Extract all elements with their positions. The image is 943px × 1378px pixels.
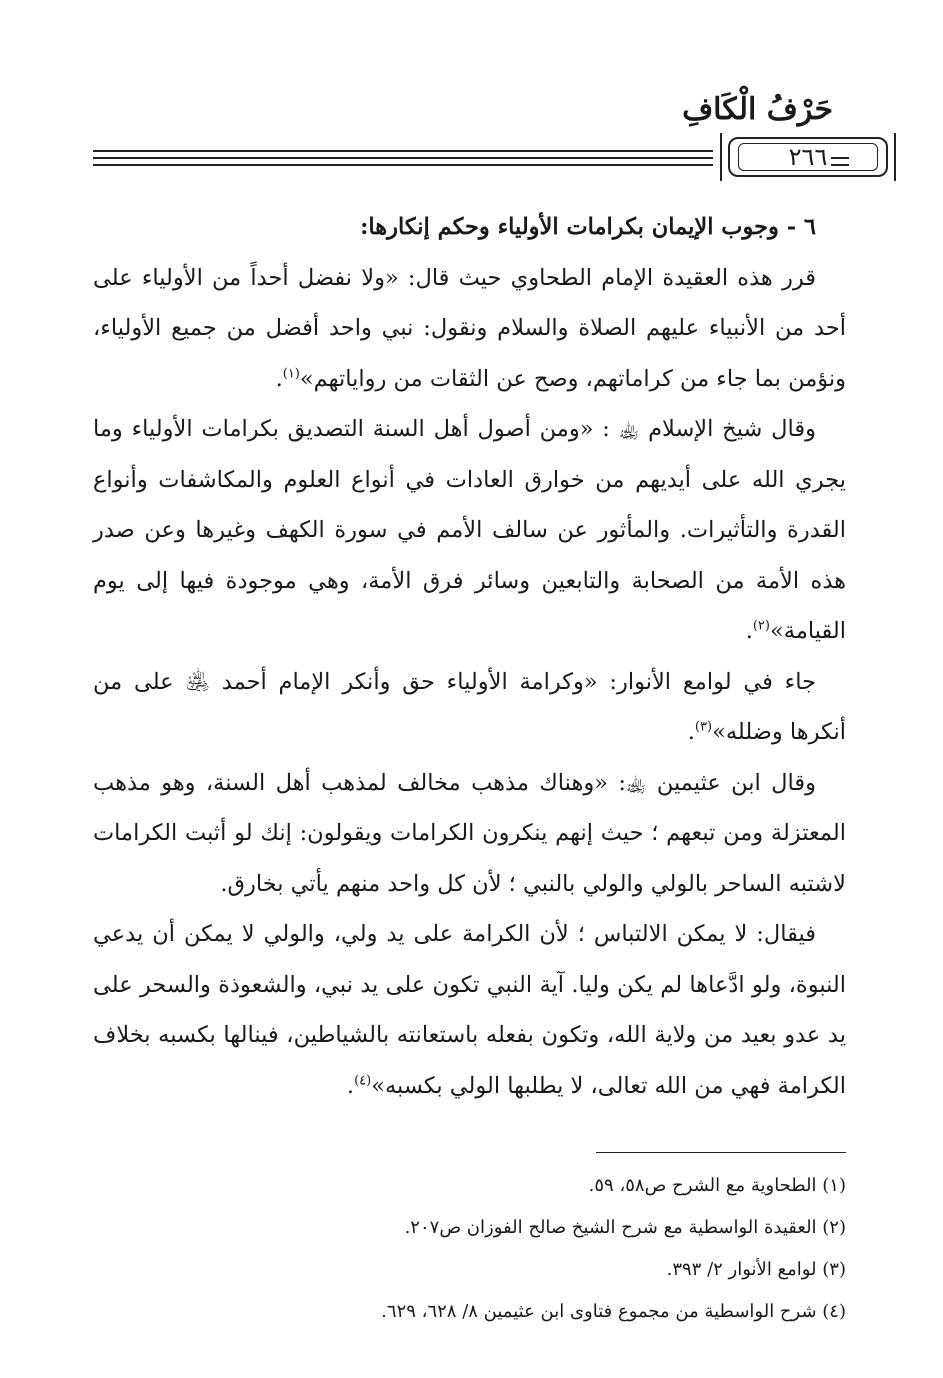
frame-bar — [720, 133, 722, 181]
period: . — [346, 1072, 355, 1099]
period: . — [745, 618, 753, 644]
footnote-separator — [596, 1152, 846, 1153]
paragraph-3 — [93, 657, 846, 758]
frame-bar — [894, 133, 896, 181]
paragraph-text: قرر هذه العقيدة الإمام الطحاوي حيث قال: «ولا نفضل أحداً من الأولياء على أحد من الأنبياء عليهم الصلاة والسلام ونقول: نبي واحد أفضل من جميع الأولياء، ونؤمن بما جاء من كراماتهم، وصح عن الثقات من رواياتهم» — [93, 264, 846, 392]
paragraph-4: وقال ابن عثيمين ﵀: «وهناك مذهب مخالف لمذهب أهل السنة، وهو مذهب المعتزلة ومن تبعهم ؛ حيث إنهم ينكرون الكرامات ويقولون: إنك لو أثبت الكرامات لاشتبه الساحر بالولي والولي بالنبي ؛ لأن كل واحد منهم يأتي بخارق. — [93, 769, 846, 897]
footnote-ref: (٢) — [752, 618, 770, 634]
period: . — [687, 719, 695, 745]
paragraph-1 — [93, 253, 846, 405]
footnote-3: (٣) لوامع الأنوار ٢/ ٣٩٣. — [666, 1259, 846, 1280]
footnote-2: (٢) العقيدة الواسطية مع شرح الشيخ صالح الفوزان ص٢٠٧. — [404, 1217, 846, 1238]
paragraph-text: فيقال: لا يمكن الالتباس ؛ لأن الكرامة على يد ولي، والولي لا يمكن أن يدعي النبوة، ولو ادَّعاها لم يكن وليا. آية النبي تكون على يد نبي، والشعوذة والسحر على يد عدو بعيد من ولاية الله، وتكون بفعله باستعانته بالشياطين، فينالها بكسبه بخلاف الكرامة فهي من الله تعالى، لا يطلبها الولي بكسبه» — [93, 921, 846, 1099]
main-text — [93, 202, 846, 1111]
period: . — [275, 365, 283, 392]
footnote-1: (١) الطحاوية مع الشرح ص٥٨، ٥٩. — [588, 1175, 846, 1196]
footnote-ref: (١) — [282, 366, 300, 381]
section-heading: ٦ - وجوب الإيمان بكرامات الأولياء وحكم إنكارها: — [360, 214, 816, 240]
paragraph-text: وقال شيخ الإسلام ﵀ : «ومن أصول أهل السنة التصديق بكرامات الأولياء وما يجري الله على أيديهم من خوارق العادات في أنواع العلوم والمكاشفات وأنواع القدرة والتأثيرات. والمأثور عن سالف الأمم في سورة الكهف وغيرها وعن صدر هذه الأمة من الصحابة والتابعين وسائر فرق الأمة، وهي موجودة فيها إلى يوم القيامة» — [93, 416, 846, 644]
footnotes — [93, 1165, 846, 1333]
footnote-ref: (٣) — [694, 719, 713, 735]
running-title: حَرْفُ الْكَافِ — [682, 92, 833, 127]
rule-line — [93, 150, 713, 152]
page-number: ٢٦٦ — [788, 143, 828, 171]
header-rule — [93, 133, 849, 183]
paragraph-5 — [93, 909, 846, 1111]
rule-line — [93, 157, 713, 159]
paragraph-2 — [93, 404, 846, 657]
footnote-ref: (٤) — [354, 1073, 372, 1088]
paragraph-text: جاء في لوامع الأنوار: «وكرامة الأولياء حق وأنكر الإمام أحمد ﵁ على من أنكرها وضلله» — [93, 668, 846, 745]
rule-line — [93, 164, 713, 166]
footnote-4: (٤) شرح الواسطية من مجموع فتاوى ابن عثيمين ٨/ ٦٢٨، ٦٢٩. — [381, 1301, 846, 1322]
page-number-frame — [728, 137, 888, 177]
